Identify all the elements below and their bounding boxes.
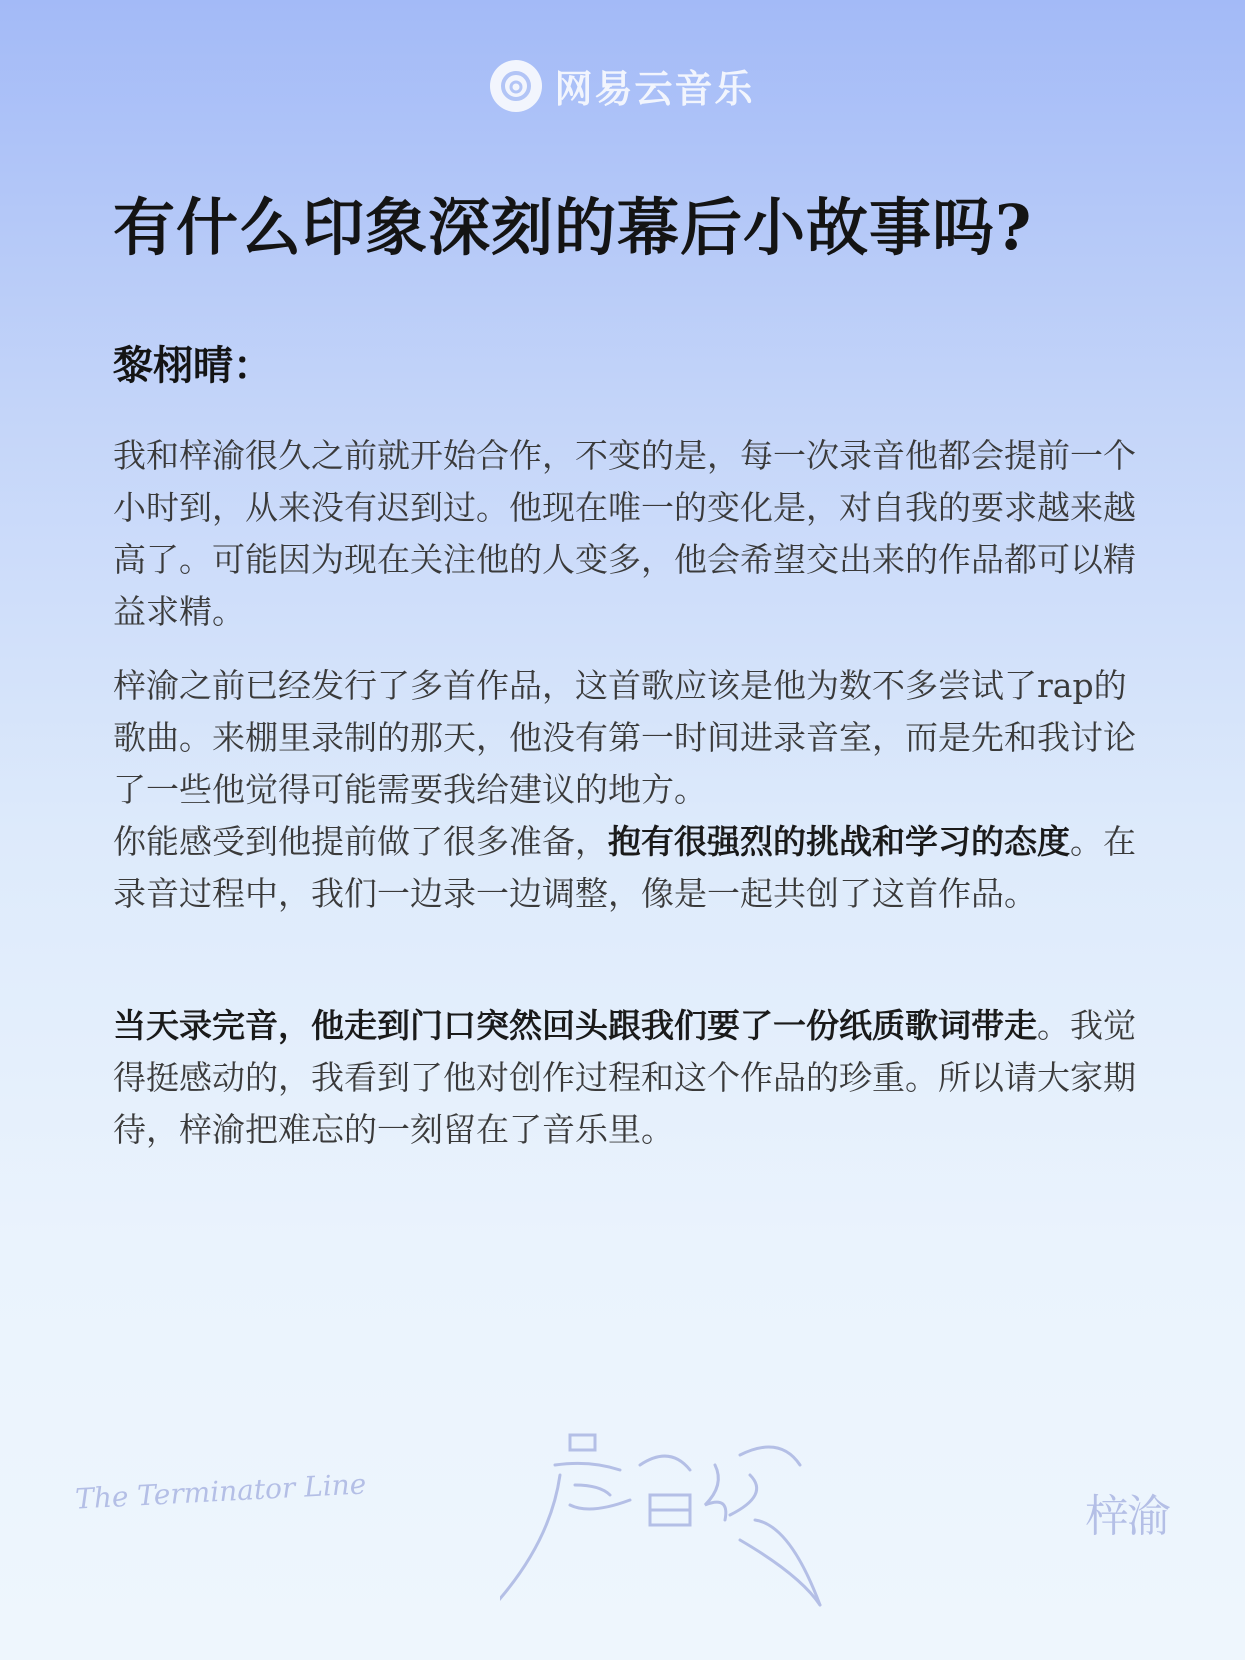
paragraph-2-text-b: 你能感受到他提前做了很多准备， [113, 822, 608, 861]
paragraph-2-text-a: 梓渝之前已经发行了多首作品，这首歌应该是他为数不多尝试了rap的歌曲。来棚里录制的那天，他没有第一时间进录音室，而是先和我讨论了一些他觉得可能需要我给建议的地方。 [113, 666, 1136, 809]
paragraph-3-text: 。我觉得挺感动的，我看到了他对创作过程和这个作品的珍重。所以请大家期待，梓渝把难忘的一刻留在了音乐里。 [113, 1006, 1136, 1149]
calligraphy-title-logo [500, 1425, 880, 1625]
brand-logo [0, 58, 1245, 113]
netease-cloud-music-icon [490, 60, 542, 112]
brand-name: 网易云音乐 [554, 67, 755, 111]
paragraph-3 [113, 1000, 1143, 1156]
speaker-name: 黎栩晴： [113, 342, 273, 389]
paragraph-3-emphasis: 当天录完音，他走到门口突然回头跟我们要了一份纸质歌词带走 [113, 1006, 1037, 1045]
paragraph-1-text: 我和梓渝很久之前就开始合作，不变的是，每一次录音他都会提前一个小时到，从来没有迟到过。他现在唯一的变化是，对自我的要求越来越高了。可能因为现在关注他的人变多，他会希望交出来的作品都可以精益求精。 [113, 436, 1136, 631]
paragraph-2 [113, 660, 1143, 920]
paragraph-2-text-c: 。在录音过程中，我们一边录一边调整，像是一起共创了这首作品。 [113, 822, 1136, 913]
paragraph-2-emphasis: 抱有很强烈的挑战和学习的态度 [608, 822, 1070, 861]
signature-english: The Terminator Line [74, 1467, 368, 1516]
page-title: 有什么印象深刻的幕后小故事吗? [113, 191, 1033, 264]
paragraph-1 [113, 430, 1143, 638]
signature-artist: 梓渝 [1085, 1491, 1169, 1542]
calligraphy-text: 晨昏线 [688, 1623, 692, 1624]
